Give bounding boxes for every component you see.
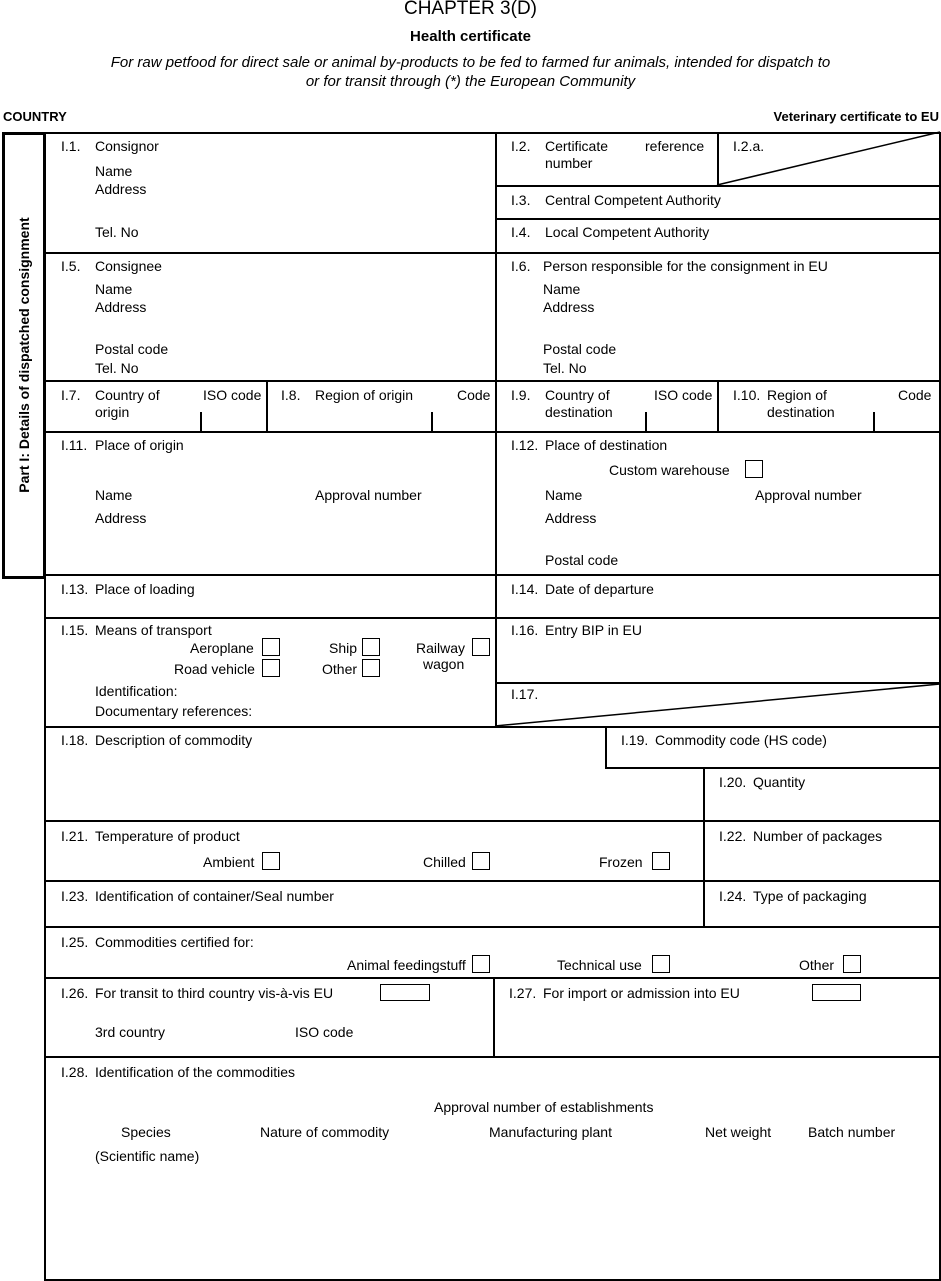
i6-postal: Postal code [543,341,617,357]
chapter-heading: CHAPTER 3(D) [403,0,537,19]
i11-number: I.11. [61,437,88,453]
i12-label: Place of destination [545,437,668,453]
i26-number: I.26. [61,985,89,1001]
third-country-label: 3rd country [95,1024,166,1040]
i13-label: Place of loading [95,581,195,597]
aeroplane-label: Aeroplane [190,640,254,656]
i14-number: I.14. [511,581,539,597]
i4-label: Local Competent Authority [545,224,710,240]
i26-iso-label: ISO code [295,1024,354,1040]
certificate-title: Health certificate [410,28,531,45]
i5-address: Address [95,299,147,315]
road-vehicle-label: Road vehicle [174,661,255,677]
i19-number: I.19. [621,732,649,748]
technical-use-checkbox[interactable] [652,955,670,973]
scientific-name-label: (Scientific name) [95,1148,200,1164]
manufacturing-plant-header: Manufacturing plant [489,1124,612,1140]
i21-label: Temperature of product [95,828,240,844]
import-checkbox[interactable] [812,984,861,1001]
i24-label: Type of packaging [753,888,867,904]
transit-checkbox[interactable] [380,984,430,1001]
i1-label: Consignor [95,138,159,154]
i7-iso: ISO code [203,387,262,403]
i6-name: Name [543,281,581,297]
i12-address: Address [545,510,597,526]
i19-label: Commodity code (HS code) [655,732,827,748]
i12-name: Name [545,487,583,503]
i2-label1: Certificate [545,138,609,154]
i26-label: For transit to third country vis-à-vis EU [95,985,334,1001]
country-label: COUNTRY [3,109,67,124]
i12-number: I.12. [511,437,539,453]
i12-warehouse-label: Custom warehouse [609,462,730,478]
i10-label1: Region of [767,387,827,403]
i13-number: I.13. [61,581,89,597]
side-panel-label: Part I: Details of dispatched consignment [15,217,32,493]
i15-number: I.15. [61,622,89,638]
i20-label: Quantity [753,774,806,790]
i23-label: Identification of container/Seal number [95,888,334,904]
i2-label1b: reference [645,138,705,154]
i18-label: Description of commodity [95,732,253,748]
other-use-label: Other [799,957,835,973]
i9-label2: destination [545,404,613,420]
i3-label: Central Competent Authority [545,192,721,208]
i11-approval: Approval number [315,487,422,503]
i5-label: Consignee [95,258,162,274]
i27-label: For import or admission into EU [543,985,740,1001]
i11-name: Name [95,487,133,503]
i12-postal: Postal code [545,552,619,568]
i5-number: I.5. [61,258,81,274]
i27-number: I.27. [509,985,537,1001]
i4-number: I.4. [511,224,531,240]
i6-address: Address [543,299,595,315]
i6-tel: Tel. No [543,360,587,376]
i16-number: I.16. [511,622,539,638]
other-transport-checkbox[interactable] [362,659,380,677]
i20-number: I.20. [719,774,747,790]
ambient-label: Ambient [203,854,255,870]
i1-address: Address [95,181,147,197]
i3-number: I.3. [511,192,531,208]
net-weight-header: Net weight [705,1124,772,1140]
railway-label2: wagon [423,656,465,672]
i18-number: I.18. [61,732,89,748]
railway-wagon-checkbox[interactable] [472,638,490,656]
i1-name: Name [95,163,133,179]
docrefs-label: Documentary references: [95,703,253,719]
i9-label1: Country of [545,387,610,403]
i12-approval: Approval number [755,487,862,503]
i11-label: Place of origin [95,437,184,453]
i22-label: Number of packages [753,828,883,844]
ship-checkbox[interactable] [362,638,380,656]
vet-cert-label: Veterinary certificate to EU [773,109,939,124]
i16-label: Entry BIP in EU [545,622,643,638]
road-vehicle-checkbox[interactable] [262,659,280,677]
subtitle-line2: or for transit through (*) the European Community [305,73,636,90]
i24-number: I.24. [719,888,747,904]
i21-number: I.21. [61,828,89,844]
i11-address: Address [95,510,147,526]
custom-warehouse-checkbox[interactable] [745,460,763,478]
i8-code: Code [457,387,491,403]
i5-name: Name [95,281,133,297]
identification-label: Identification: [95,683,178,699]
aeroplane-checkbox[interactable] [262,638,280,656]
i15-label: Means of transport [95,622,212,638]
approval-establishments-header: Approval number of establishments [434,1099,654,1115]
species-header: Species [121,1124,171,1140]
i5-tel: Tel. No [95,360,139,376]
i7-number: I.7. [61,387,81,403]
i25-number: I.25. [61,934,89,950]
technical-use-label: Technical use [557,957,642,973]
i28-number: I.28. [61,1064,89,1080]
i14-label: Date of departure [545,581,654,597]
feedingstuff-checkbox[interactable] [472,955,490,973]
i8-label: Region of origin [315,387,414,403]
i7-label2: origin [95,404,130,420]
railway-label1: Railway [416,640,466,656]
frozen-label: Frozen [599,854,643,870]
ship-label: Ship [329,640,358,656]
i10-label2: destination [767,404,835,420]
i2-label2: number [545,155,593,171]
i9-iso: ISO code [654,387,713,403]
i7-label1: Country of [95,387,160,403]
i9-number: I.9. [511,387,531,403]
nature-header: Nature of commodity [260,1124,390,1140]
i28-label: Identification of the commodities [95,1064,295,1080]
batch-number-header: Batch number [808,1124,896,1140]
i5-postal: Postal code [95,341,169,357]
i25-label: Commodities certified for: [95,934,254,950]
chilled-label: Chilled [423,854,466,870]
i6-label: Person responsible for the consignment in EU [543,258,828,274]
other-use-checkbox[interactable] [843,955,861,973]
ambient-checkbox[interactable] [262,852,280,870]
i22-number: I.22. [719,828,747,844]
i23-number: I.23. [61,888,89,904]
i1-number: I.1. [61,138,81,154]
i10-number: I.10. [733,387,761,403]
other-transport-label: Other [322,661,358,677]
i2-number: I.2. [511,138,531,154]
feedingstuff-label: Animal feedingstuff [347,957,466,973]
chilled-checkbox[interactable] [472,852,490,870]
i6-number: I.6. [511,258,531,274]
subtitle-line1: For raw petfood for direct sale or animal by-products to be fed to farmed fur animals, intended for dispatch to [110,54,831,71]
i8-number: I.8. [281,387,301,403]
i2a-number: I.2.a. [733,138,765,154]
i1-tel: Tel. No [95,224,139,240]
i17-number: I.17. [511,686,539,702]
frozen-checkbox[interactable] [652,852,670,870]
i10-code: Code [898,387,932,403]
